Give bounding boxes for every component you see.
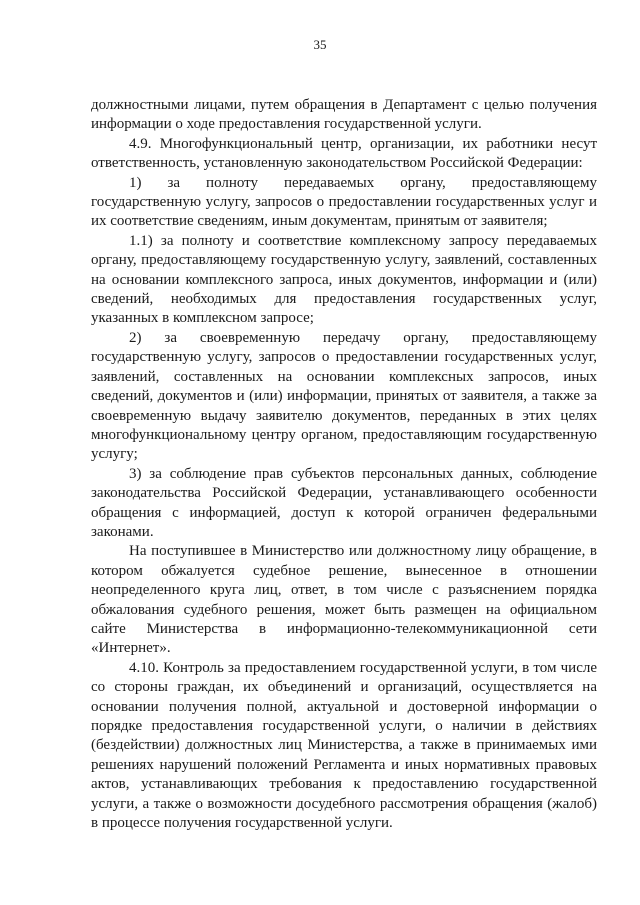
paragraph-item-1: 1) за полноту передаваемых органу, предоставляющему государственную услугу, запросов о предоставлении государственных услуг и их соответствие сведениям, иным документам, принятым от заявителя; <box>91 174 597 230</box>
paragraph-continuation: должностными лицами, путем обращения в Департамент с целью получения информации о ходе предоставления государственной услуги. <box>91 97 597 133</box>
page-number: 35 <box>313 37 327 52</box>
paragraph-item-1-1: 1.1) за полноту и соответствие комплексному запросу передаваемых органу, предоставляющему государственную услугу, заявлений, составленных на основании комплексного запроса, иных документов, информации и (или) сведений, необходимых для предоставления государственных услуг, указанных в комплексном запросе; <box>91 232 597 327</box>
document-body <box>91 96 597 833</box>
paragraph-4-9: 4.9. Многофункциональный центр, организации, их работники несут ответственность, установленную законодательством Российской Федерации: <box>91 135 597 172</box>
paragraph-4-10: 4.10. Контроль за предоставлением государственной услуги, в том числе со стороны граждан, их объединений и организаций, осуществляется на основании получения полной, актуальной и достоверной информации о порядке предоставления государственной услуги, о наличии в действиях (бездействии) должностных лиц Министерства, а также в принимаемых ими решениях нарушений положений Регламента и иных нормативных правовых актов, устанавливающих требования к предоставлению государственной услуги, а также о возможности досудебного рассмотрения обращения (жалоб) в процессе получения государственной услуги. <box>91 659 597 832</box>
paragraph-item-3: 3) за соблюдение прав субъектов персональных данных, соблюдение законодательства Российской Федерации, устанавливающего особенности обращения с информацией, доступ к которой ограничен федеральными законами. <box>91 465 597 540</box>
paragraph-item-2: 2) за своевременную передачу органу, предоставляющему государственную услугу, запросов о предоставлении государственных услуг, заявлений, составленных на основании комплексных запросов, иных сведений, документов и (или) информации, принятых от заявителя, а также за своевременную выдачу заявителю документов, переданных в этих целях многофункциональному центру органом, предоставляющим государственную услугу; <box>91 329 597 463</box>
paragraph-court-decision: На поступившее в Министерство или должностному лицу обращение, в котором обжалуется судебное решение, вынесенное в отношении неопределенного круга лиц, ответ, в том числе с разъяснением порядка обжалования судебного решения, может быть размещен на официальном сайте Министерства в информационно-телекоммуникационной сети «Интернет». <box>91 543 597 657</box>
